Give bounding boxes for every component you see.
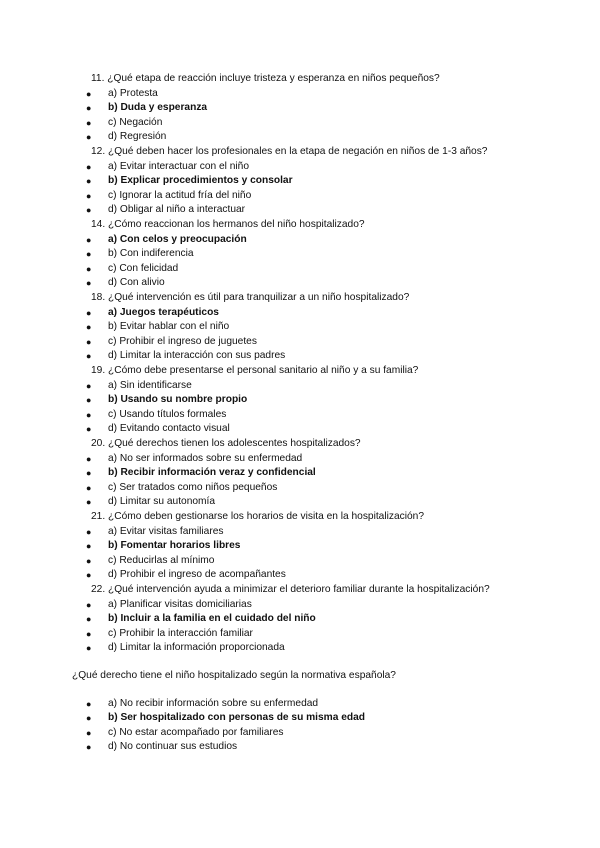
bullet-icon: ● [86, 88, 92, 99]
answer-option: c) Ignorar la actitud fría del niño [108, 189, 252, 201]
bullet-icon: ● [86, 176, 92, 187]
bullet-icon: ● [86, 307, 92, 318]
correct-answer-option: a) Con celos y preocupación [108, 233, 247, 245]
bullet-icon: ● [86, 103, 92, 114]
answer-option: c) Prohibir el ingreso de juguetes [108, 335, 257, 347]
answer-option: c) Reducirlas al mínimo [108, 554, 215, 566]
answer-option: d) Limitar la información proporcionada [108, 642, 285, 654]
bullet-icon: ● [86, 453, 92, 464]
answer-option: c) Con felicidad [108, 262, 179, 274]
bullet-icon: ● [86, 336, 92, 347]
answer-option: a) Evitar interactuar con el niño [108, 160, 249, 172]
answer-option: a) Planificar visitas domiciliarias [108, 598, 252, 610]
bullet-icon: ● [86, 541, 92, 552]
question-text: 21. ¿Cómo deben gestionarse los horarios de visita en la hospitalización? [91, 511, 424, 522]
bullet-icon: ● [86, 380, 92, 391]
question-text: 20. ¿Qué derechos tienen los adolescentes hospitalizados? [91, 438, 361, 449]
bullet-icon: ● [86, 132, 92, 143]
question-text: 22. ¿Qué intervención ayuda a minimizar el deterioro familiar durante la hospitalización? [91, 584, 490, 595]
bullet-icon: ● [86, 555, 92, 566]
bullet-icon: ● [86, 497, 92, 508]
answer-option: c) Prohibir la interacción familiar [108, 627, 253, 639]
answer-option: d) Regresión [108, 131, 167, 143]
question-text: 18. ¿Qué intervención es útil para tranquilizar a un niño hospitalizado? [91, 292, 410, 303]
answer-option: d) Limitar su autonomía [108, 496, 216, 508]
bullet-icon: ● [86, 409, 92, 420]
bullet-icon: ● [86, 599, 92, 610]
correct-answer-option: b) Recibir información veraz y confidencial [108, 467, 316, 479]
correct-answer-option: b) Explicar procedimientos y consolar [108, 175, 293, 187]
answer-option: d) Evitando contacto visual [108, 423, 230, 435]
answer-option: d) Con alivio [108, 277, 165, 289]
answer-option: d) No continuar sus estudios [108, 741, 238, 753]
bullet-icon: ● [86, 643, 92, 654]
bullet-icon: ● [86, 234, 92, 245]
bullet-icon: ● [86, 263, 92, 274]
answer-option: c) No estar acompañado por familiares [108, 726, 284, 738]
answer-option: c) Usando títulos formales [108, 408, 227, 420]
correct-answer-option: b) Fomentar horarios libres [108, 540, 241, 552]
bullet-icon: ● [86, 614, 92, 625]
answer-option: d) Prohibir el ingreso de acompañantes [108, 569, 286, 581]
bullet-icon: ● [86, 628, 92, 639]
bullet-icon: ● [86, 698, 92, 709]
standalone-question-text: ¿Qué derecho tiene el niño hospitalizado según la normativa española? [72, 670, 396, 681]
bullet-icon: ● [86, 117, 92, 128]
bullet-icon: ● [86, 727, 92, 738]
bullet-icon: ● [86, 190, 92, 201]
correct-answer-option: b) Incluir a la familia en el cuidado del niño [108, 613, 316, 625]
bullet-icon: ● [86, 278, 92, 289]
bullet-icon: ● [86, 742, 92, 753]
correct-answer-option: b) Usando su nombre propio [108, 394, 248, 406]
answer-option: c) Ser tratados como niños pequeños [108, 481, 278, 493]
answer-option: c) Negación [108, 116, 163, 128]
answer-option: a) No recibir información sobre su enfermedad [108, 697, 319, 709]
question-text: 19. ¿Cómo debe presentarse el personal sanitario al niño y a su familia? [91, 365, 419, 376]
bullet-icon: ● [86, 322, 92, 333]
bullet-icon: ● [86, 468, 92, 479]
bullet-icon: ● [86, 424, 92, 435]
bullet-icon: ● [86, 249, 92, 260]
bullet-icon: ● [86, 570, 92, 581]
correct-answer-option: b) Duda y esperanza [108, 102, 208, 114]
correct-answer-option: a) Juegos terapéuticos [108, 306, 219, 318]
correct-answer-option: b) Ser hospitalizado con personas de su misma edad [108, 712, 366, 724]
answer-option: d) Limitar la interacción con sus padres [108, 350, 286, 362]
question-text: 11. ¿Qué etapa de reacción incluye tristeza y esperanza en niños pequeños? [91, 73, 440, 84]
bullet-icon: ● [86, 482, 92, 493]
bullet-icon: ● [86, 351, 92, 362]
bullet-icon: ● [86, 526, 92, 537]
question-text: 14. ¿Cómo reaccionan los hermanos del niño hospitalizado? [91, 219, 365, 230]
answer-option: b) Con indiferencia [108, 248, 194, 260]
question-text: 12. ¿Qué deben hacer los profesionales en la etapa de negación en niños de 1-3 años? [91, 146, 488, 157]
answer-option: b) Evitar hablar con el niño [108, 321, 230, 333]
answer-option: a) Sin identificarse [108, 379, 192, 391]
answer-option: a) No ser informados sobre su enfermedad [108, 452, 303, 464]
answer-option: d) Obligar al niño a interactuar [108, 204, 246, 216]
bullet-icon: ● [86, 161, 92, 172]
answer-option: a) Evitar visitas familiares [108, 525, 224, 537]
bullet-icon: ● [86, 713, 92, 724]
bullet-icon: ● [86, 205, 92, 216]
answer-option: a) Protesta [108, 87, 158, 99]
bullet-icon: ● [86, 395, 92, 406]
